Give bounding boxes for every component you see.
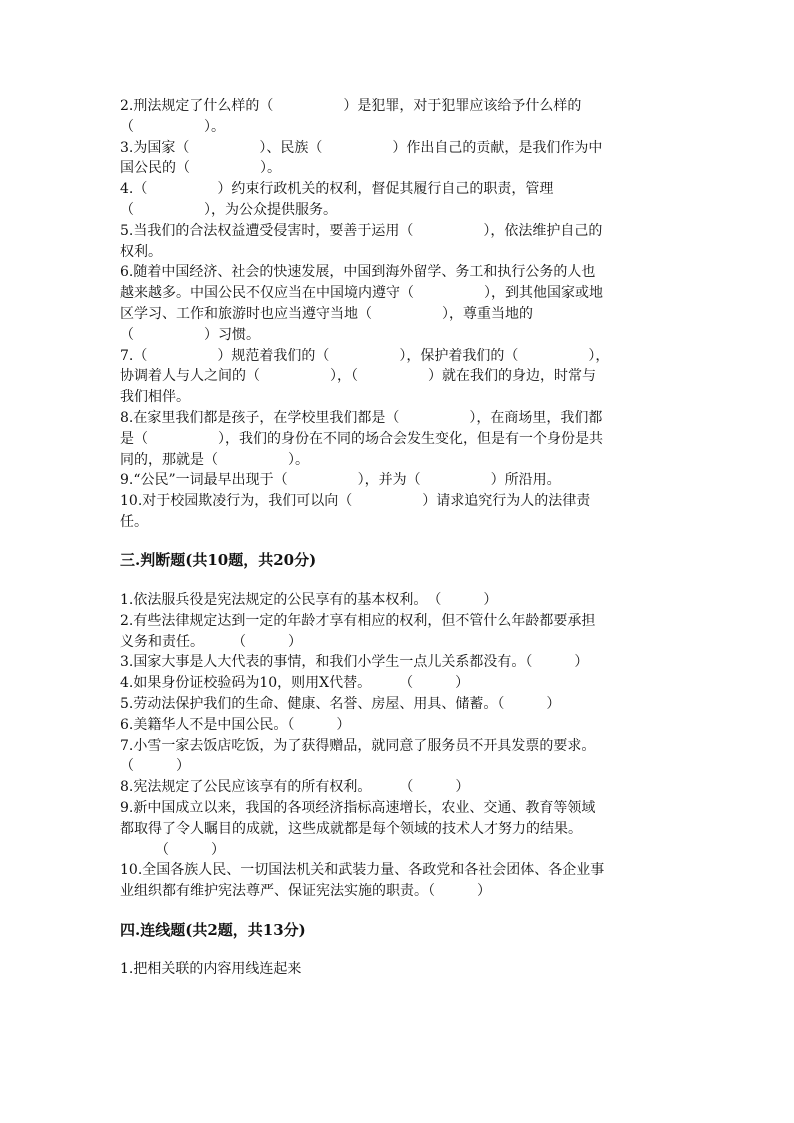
- fill-blank-item-7-line-3: 同的，那就是（ ）。: [120, 451, 309, 468]
- judgement-item-7-line-2: （ ）: [120, 758, 190, 775]
- judgement-item-2-line-1: 2.有些法律规定达到一定的年龄才享有相应的权利，但不管什么年龄都要承担: [120, 612, 596, 629]
- fill-blank-item-6-line-2: 协调着人与人之间的（ ），（ ）就在我们的身边，时常与: [120, 368, 596, 385]
- fill-blank-item-6-line-3: 我们相伴。: [120, 389, 190, 406]
- fill-blank-item-2-line-2: 国公民的（ ）。: [120, 160, 281, 177]
- judgement-item-8-line-1: 8.宪法规定了公民应该享有的所有权利。 （ ）: [120, 779, 470, 796]
- fill-blank-item-1-line-2: （ ）。: [120, 118, 225, 135]
- judgement-item-2-line-2: 义务和责任。 （ ）: [120, 633, 302, 650]
- judgement-item-10-line-2: 业组织都有维护宪法尊严、保证宪法实施的职责。（ ）: [120, 883, 491, 900]
- fill-blank-item-5-line-3: 区学习、工作和旅游时也应当遵守当地（ ），尊重当地的: [120, 306, 533, 322]
- fill-blank-item-3-line-1: 4.（ ）约束行政机关的权利，督促其履行自己的职责，管理: [120, 181, 554, 198]
- judgement-item-9-line-3: （ ）: [120, 841, 225, 858]
- judgement-item-5-line-1: 5.劳动法保护我们的生命、健康、名誉、房屋、用具、储蓄。（ ）: [120, 696, 561, 712]
- fill-blank-item-3-line-2: （ ），为公众提供服务。: [120, 202, 337, 218]
- judgement-item-1-line-1: 1.依法服兵役是宪法规定的公民享有的基本权利。 （ ）: [120, 592, 498, 608]
- fill-blank-item-5-line-1: 6.随着中国经济、社会的快速发展，中国到海外留学、务工和执行公务的人也: [120, 264, 596, 281]
- judgement-item-9-line-2: 都取得了令人瞩目的成就，这些成就都是每个领域的技术人才努力的结果。: [120, 820, 582, 837]
- fill-blank-item-2-line-1: 3.为国家（ ）、民族（ ）作出自己的贡献，是我们作为中: [120, 139, 603, 156]
- judgement-item-3-line-1: 3.国家大事是人大代表的事情，和我们小学生一点儿关系都没有。（ ）: [120, 654, 589, 671]
- fill-blank-item-4-line-2: 权利。: [120, 243, 162, 260]
- fill-blank-item-5-line-2: 越来越多。中国公民不仅应当在中国境内遵守（ ），到其他国家或地: [120, 285, 603, 302]
- section-4-heading: 四.连线题(共2题，共13分): [120, 921, 306, 939]
- fill-blank-item-7-line-1: 8.在家里我们都是孩子，在学校里我们都是（ ），在商场里，我们都: [120, 410, 603, 426]
- fill-blank-item-5-line-4: （ ）习惯。: [120, 326, 260, 343]
- judgement-item-9-line-1: 9.新中国成立以来，我国的各项经济指标高速增长，农业、交通、教育等领域: [120, 800, 596, 816]
- fill-blank-item-8-line-1: 9.“公民”一词最早出现于（ ），并为（ ）所沿用。: [120, 472, 561, 489]
- fill-blank-item-7-line-2: 是（ ），我们的身份在不同的场合会发生变化，但是有一个身份是共: [120, 430, 603, 447]
- judgement-item-4-line-1: 4.如果身份证校验码为10，则用X代替。 （ ）: [120, 675, 470, 692]
- judgement-item-7-line-1: 7.小雪一家去饭店吃饭，为了获得赠品，就同意了服务员不开具发票的要求。: [120, 737, 596, 754]
- fill-blank-item-9-line-2: 任。: [120, 514, 148, 530]
- fill-blank-item-1-line-1: 2.刑法规定了什么样的（ ）是犯罪，对于犯罪应该给予什么样的: [120, 98, 582, 114]
- matching-item-1-line-1: 1.把相关联的内容用线连起来: [120, 961, 302, 977]
- fill-blank-item-4-line-1: 5.当我们的合法权益遭受侵害时，要善于运用（ ），依法维护自己的: [120, 222, 603, 239]
- judgement-item-10-line-1: 10.全国各族人民、一切国法机关和武装力量、各政党和各社会团体、各企业事: [120, 862, 605, 879]
- fill-blank-item-6-line-1: 7.（ ）规范着我们的（ ），保护着我们的（ ），: [120, 347, 610, 364]
- fill-blank-item-9-line-1: 10.对于校园欺凌行为，我们可以向（ ）请求追究行为人的法律责: [120, 493, 591, 510]
- judgement-item-6-line-1: 6.美籍华人不是中国公民。（ ）: [120, 716, 351, 733]
- section-3-heading: 三.判断题(共10题，共20分): [120, 551, 317, 569]
